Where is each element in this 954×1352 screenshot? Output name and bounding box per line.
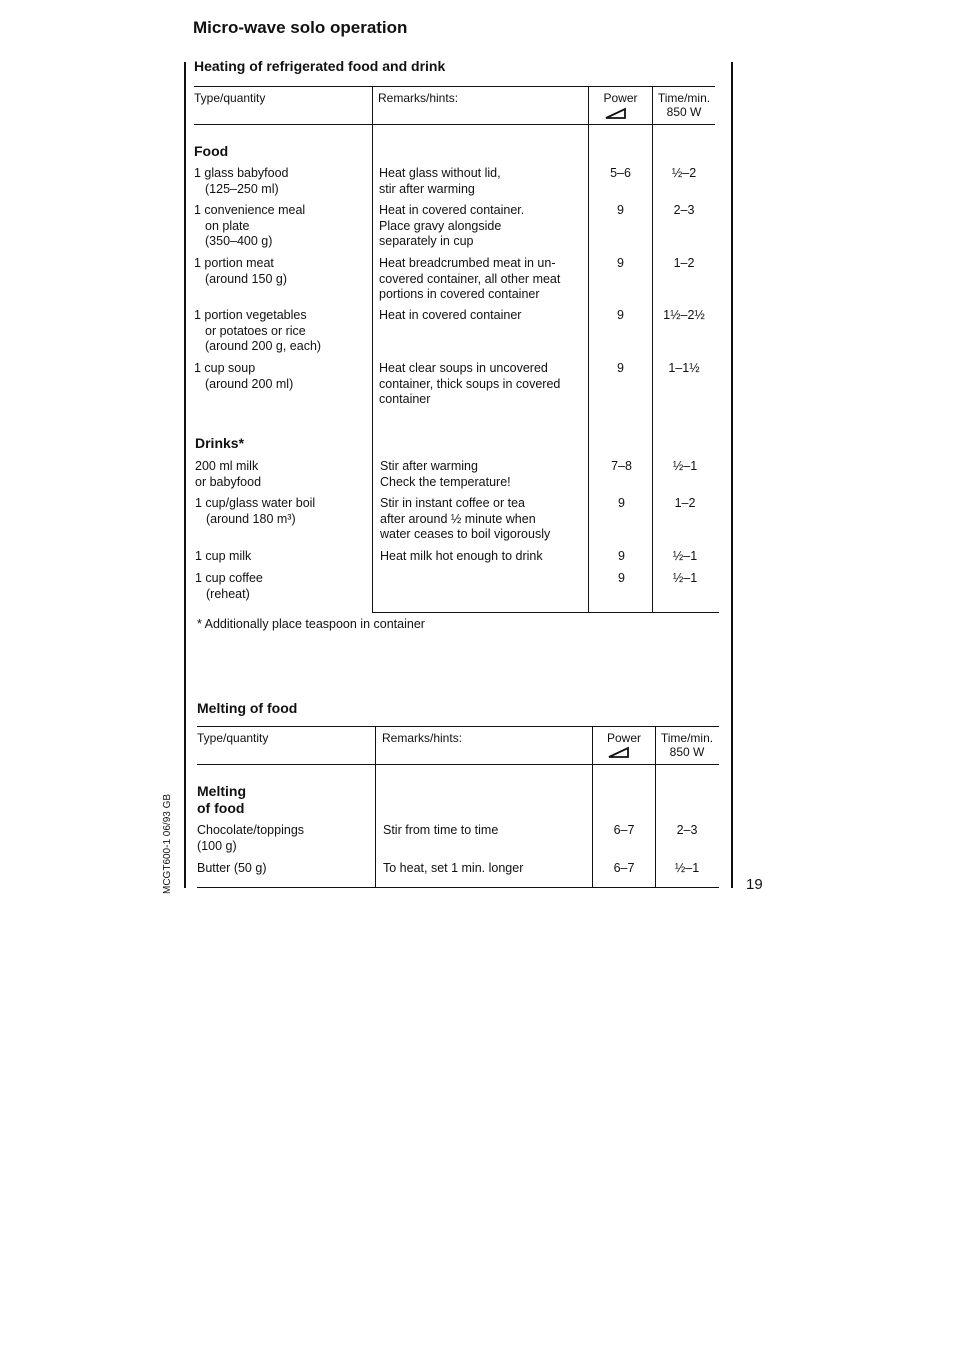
table-row-power: 9	[617, 256, 624, 270]
table-row-type: 1 cup milk	[195, 549, 252, 563]
left-margin-line	[184, 62, 186, 888]
table-row-type: Butter (50 g)	[197, 861, 267, 875]
table-row-type: Chocolate/toppings (100 g)	[197, 823, 305, 853]
table-row-power: 6–7	[613, 823, 635, 837]
table-row-time: 1–2	[674, 496, 696, 510]
page-number: 19	[746, 876, 763, 893]
table-row-type: 1 cup soup (around 200 ml)	[194, 361, 294, 391]
melting-heading: Melting of food	[197, 783, 246, 816]
table-row-type: 1 convenience meal on plate (350–400 g)	[194, 203, 306, 248]
table-row-power: 9	[617, 361, 624, 375]
document-code: MCGT600-1 06/93 GB	[162, 793, 173, 894]
table2-header-type: Type/quantity	[197, 731, 269, 745]
table1-header-time-power: 850 W	[666, 105, 702, 119]
table2-header-power: Power	[606, 731, 641, 745]
table-row-time: ½–1	[672, 571, 698, 585]
table-row-time: ½–2	[671, 166, 697, 180]
table-row-remarks: Stir in instant coffee or tea after around ½ minute when water ceases to boil vigorously	[380, 496, 551, 541]
table-row-type: 1 portion meat (around 150 g)	[194, 256, 288, 286]
table-row-power: 9	[618, 496, 625, 510]
table2-header-remarks: Remarks/hints:	[382, 731, 463, 745]
table-row-time: 1–1½	[668, 361, 700, 375]
table-row-time: 1–2	[673, 256, 695, 270]
table-row-type: 1 cup/glass water boil (around 180 m³)	[195, 496, 316, 526]
table1-header-time: Time/min.	[657, 91, 711, 105]
table1-header-type: Type/quantity	[194, 91, 266, 105]
table-row-remarks: Heat breadcrumbed meat in un- covered container, all other meat portions in covered container	[379, 256, 561, 301]
table-row-power: 9	[618, 549, 625, 563]
table-row-power: 9	[617, 203, 624, 217]
table2-title: Melting of food	[197, 700, 298, 716]
drinks-heading: Drinks*	[195, 435, 245, 451]
table2-header-time-power: 850 W	[669, 745, 705, 759]
power-wedge-icon	[605, 106, 627, 124]
table-row-power: 5–6	[610, 166, 631, 180]
table-row-type: 1 glass babyfood (125–250 ml)	[194, 166, 289, 196]
table1-title: Heating of refrigerated food and drink	[194, 58, 446, 74]
table-row-remarks: Stir from time to time	[383, 823, 499, 837]
table-row-time: ½–1	[674, 861, 700, 875]
table-row-time: 1½–2½	[663, 308, 705, 322]
table-row-remarks: Heat clear soups in uncovered container, thick soups in covered container	[379, 361, 561, 406]
table-row-type: 200 ml milk or babyfood	[195, 459, 262, 489]
table-row-power: 9	[617, 308, 624, 322]
table1-header-remarks: Remarks/hints:	[378, 91, 459, 105]
table-row-type: 1 cup coffee (reheat)	[195, 571, 263, 601]
footnote: * Additionally place teaspoon in container	[197, 617, 425, 631]
table1-header-power: Power	[603, 91, 638, 105]
table-row-power: 6–7	[613, 861, 635, 875]
table-row-power: 7–8	[611, 459, 632, 473]
table-row-remarks: Heat milk hot enough to drink	[380, 549, 543, 563]
table-row-remarks: Heat in covered container	[379, 308, 522, 322]
table-row-power: 9	[618, 571, 625, 585]
table-row-type: 1 portion vegetables or potatoes or rice (around 200 g, each)	[194, 308, 322, 353]
food-heading: Food	[194, 143, 229, 159]
table-row-time: 2–3	[676, 823, 698, 837]
table-row-remarks: Heat in covered container. Place gravy alongside separately in cup	[379, 203, 525, 248]
power-wedge-icon	[608, 745, 630, 763]
right-margin-line	[731, 62, 733, 888]
table-row-remarks: Stir after warming Check the temperature!	[380, 459, 511, 489]
table-row-time: 2–3	[673, 203, 695, 217]
table-row-remarks: To heat, set 1 min. longer	[383, 861, 524, 875]
table2-header-time: Time/min.	[660, 731, 714, 745]
table-row-time: ½–1	[672, 549, 698, 563]
page-title: Micro-wave solo operation	[193, 18, 408, 37]
table-row-remarks: Heat glass without lid, stir after warming	[379, 166, 501, 196]
table-row-time: ½–1	[672, 459, 698, 473]
